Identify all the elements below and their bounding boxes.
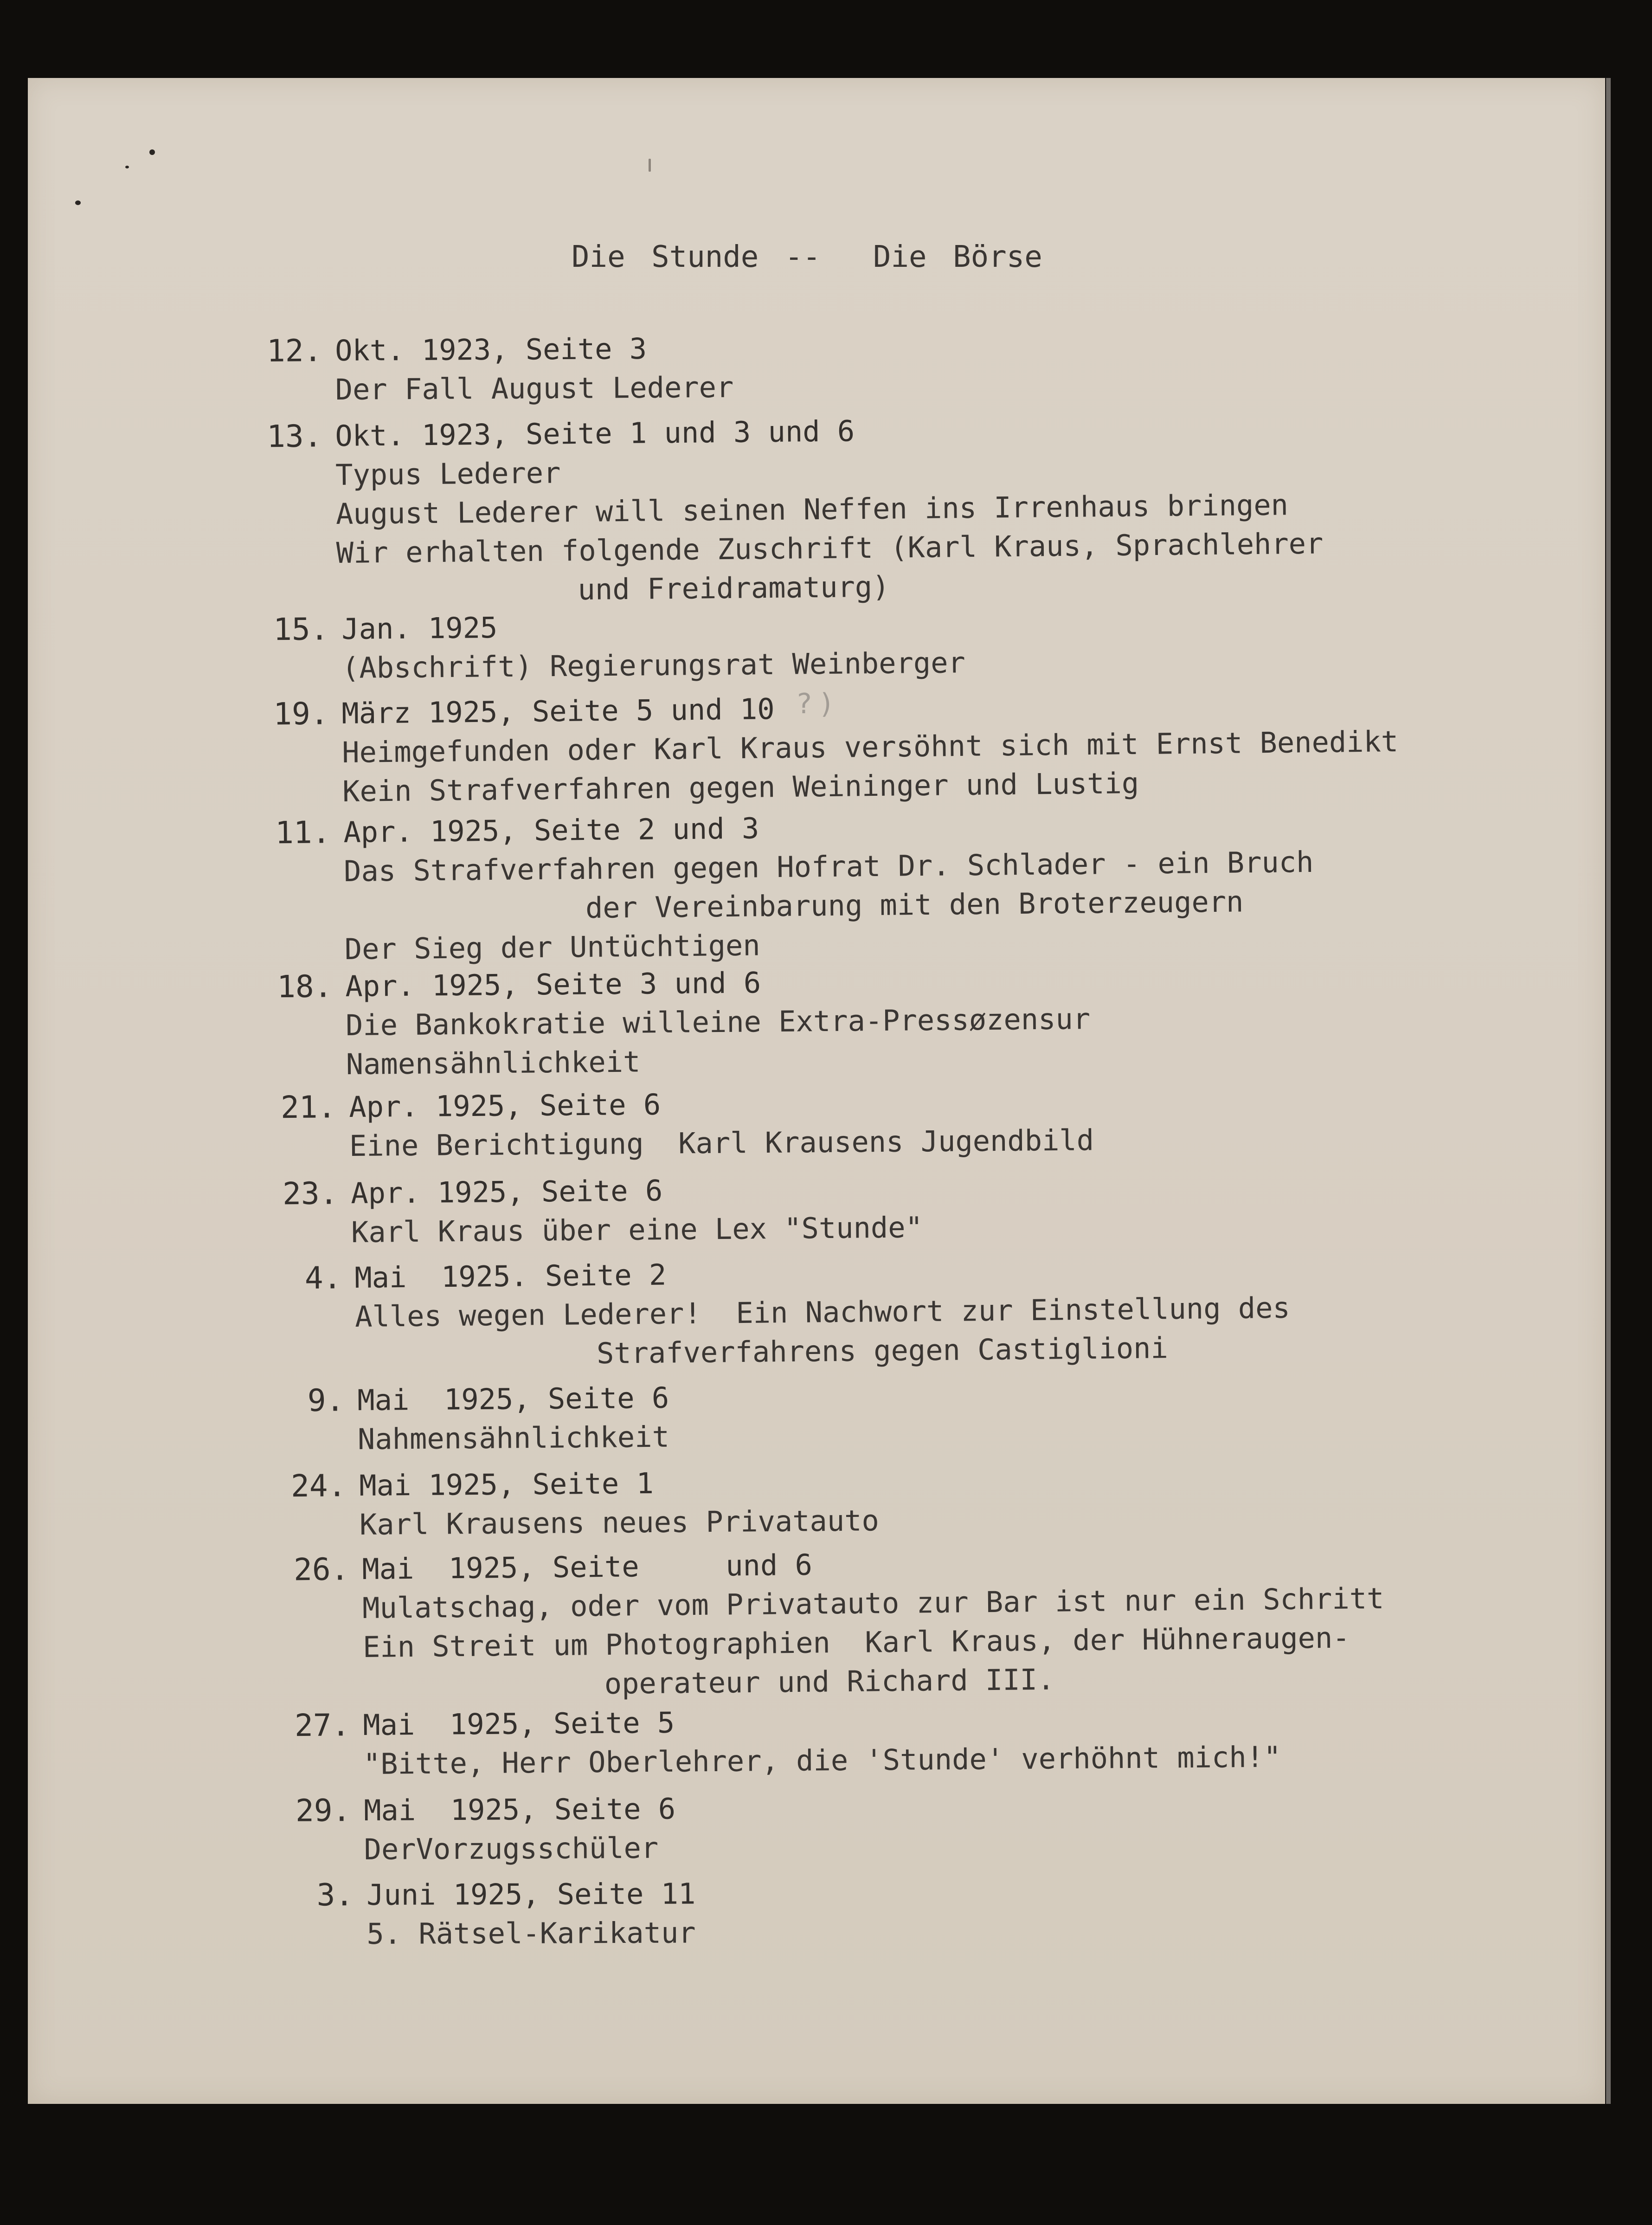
entry-day-number: 12. bbox=[266, 333, 322, 369]
entry-date-page: Mai 1925, Seite 6 bbox=[357, 1380, 669, 1417]
entry-article-title: Karl Krausens neues Privatauto bbox=[359, 1503, 880, 1541]
list-item bbox=[293, 1540, 1385, 1706]
entry-day-number: 29. bbox=[295, 1793, 351, 1829]
entry-day-number: 27. bbox=[294, 1707, 350, 1744]
list-item bbox=[316, 1875, 696, 1954]
entry-day-number: 21. bbox=[280, 1089, 336, 1126]
entry-date-page: Jan. 1925 bbox=[341, 611, 498, 646]
list-item bbox=[266, 329, 734, 409]
entry-article-title: und Freidramaturg) bbox=[578, 569, 890, 606]
entry-day-number: 18. bbox=[276, 968, 333, 1005]
entry-date-page: Okt. 1923, Seite 3 bbox=[335, 331, 647, 368]
entry-article-title: Alles wegen Lederer! Ein Nachwort zur Einstellung des bbox=[354, 1290, 1291, 1334]
entry-article-title: der Vereinbarung mit den Broterzeugern bbox=[585, 884, 1244, 925]
list-item bbox=[280, 1082, 1094, 1166]
list-item bbox=[276, 961, 1091, 1084]
entry-date-page: Apr. 1925, Seite 6 bbox=[349, 1087, 661, 1124]
entry-day-number: 11. bbox=[275, 814, 331, 851]
entry-article-title: Eine Berichtigung Karl Krausens Jugendbild bbox=[349, 1123, 1094, 1163]
entry-date-page: Mai 1925, Seite 1 bbox=[359, 1466, 654, 1503]
list-item bbox=[266, 407, 1324, 612]
entry-article-title: (Abschrift) Regierungsrat Weinberger bbox=[341, 645, 966, 685]
entry-day-number: 26. bbox=[293, 1551, 349, 1588]
list-item bbox=[307, 1379, 670, 1459]
entry-article-title: Der Sieg der Untüchtigen bbox=[344, 928, 760, 966]
entry-article-title: Heimgefunden oder Karl Kraus versöhnt sich mit Ernst Benedikt bbox=[341, 724, 1399, 769]
entry-date-page: Apr. 1925, Seite 6 bbox=[351, 1174, 663, 1210]
entry-day-number: 4. bbox=[304, 1260, 342, 1296]
entry-article-title: Wir erhalten folgende Zuschrift (Karl Kraus, Sprachlehrer bbox=[336, 526, 1324, 570]
document-title: Die Stunde -- Die Börse bbox=[572, 240, 1042, 274]
entry-day-number: 23. bbox=[282, 1175, 338, 1212]
entry-article-title: Typus Lederer bbox=[335, 456, 561, 492]
entry-date-page: März 1925, Seite 5 und 10 bbox=[341, 692, 775, 730]
entry-date-page: Mai 1925, Seite und 6 bbox=[362, 1548, 813, 1586]
entry-day-number: 3. bbox=[316, 1877, 354, 1913]
entry-article-title: DerVorzugsschüler bbox=[364, 1831, 659, 1866]
entry-day-number: 15. bbox=[273, 611, 329, 648]
entry-date-page: Mai 1925, Seite 6 bbox=[364, 1792, 676, 1827]
entry-day-number: 24. bbox=[290, 1468, 347, 1504]
ink-speck bbox=[649, 159, 651, 172]
entry-article-title: Mulatschag, oder vom Privatauto zur Bar ist nur ein Schritt bbox=[362, 1581, 1384, 1625]
entry-day-number: 9. bbox=[307, 1382, 345, 1419]
entry-day-number: 13. bbox=[266, 418, 322, 455]
ink-speck bbox=[125, 166, 129, 168]
entry-article-title: Kein Strafverfahren gegen Weininger und Lustig bbox=[342, 766, 1139, 808]
list-item bbox=[275, 804, 1314, 969]
ink-speck bbox=[149, 149, 155, 155]
list-item bbox=[282, 1169, 923, 1252]
pencil-annotation: ? ) bbox=[797, 688, 832, 720]
ink-speck bbox=[75, 200, 81, 205]
entry-date-page: Juni 1925, Seite 11 bbox=[366, 1877, 696, 1912]
entry-article-title: Nahmensähnlichkeit bbox=[357, 1419, 670, 1456]
entry-date-page: Mai 1925, Seite 5 bbox=[363, 1705, 675, 1742]
entry-date-page: Apr. 1925, Seite 3 und 6 bbox=[345, 966, 761, 1003]
page-edge-shadow bbox=[1606, 78, 1611, 2104]
list-item bbox=[290, 1462, 880, 1544]
entry-article-title: Das Strafverfahren gegen Hofrat Dr. Schlader - ein Bruch bbox=[343, 845, 1314, 888]
entry-article-title: Strafverfahrens gegen Castiglioni bbox=[596, 1331, 1169, 1370]
entry-date-page: Mai 1925. Seite 2 bbox=[354, 1258, 667, 1295]
list-item bbox=[304, 1250, 1291, 1375]
entry-article-title: August Lederer will seinen Neffen ins Irrenhaus bringen bbox=[335, 488, 1289, 531]
list-item bbox=[273, 683, 1399, 811]
entry-article-title: Ein Streit um Photographien Karl Kraus, der Hühneraugen- bbox=[362, 1620, 1350, 1664]
entry-article-title: Karl Kraus über eine Lex "Stunde" bbox=[351, 1210, 923, 1249]
entry-article-title: "Bitte, Herr Oberlehrer, die 'Stunde' verhöhnt mich!" bbox=[363, 1740, 1281, 1781]
entry-article-title: Der Fall August Lederer bbox=[335, 370, 734, 406]
list-item bbox=[294, 1698, 1281, 1784]
entry-article-title: operateur und Richard III. bbox=[604, 1662, 1055, 1701]
entry-date-page: Apr. 1925, Seite 2 und 3 bbox=[343, 811, 759, 849]
list-item bbox=[273, 604, 966, 688]
entry-article-title: Namensähnlichkeit bbox=[346, 1045, 641, 1081]
entry-article-title: 5. Rätsel-Karikatur bbox=[366, 1915, 696, 1951]
list-item bbox=[295, 1789, 676, 1869]
entry-day-number: 19. bbox=[273, 696, 329, 732]
entry-date-page: Okt. 1923, Seite 1 und 3 und 6 bbox=[335, 414, 855, 453]
entry-article-title: Die Bankokratie willeine Extra-Pressøzensur bbox=[345, 1001, 1091, 1042]
